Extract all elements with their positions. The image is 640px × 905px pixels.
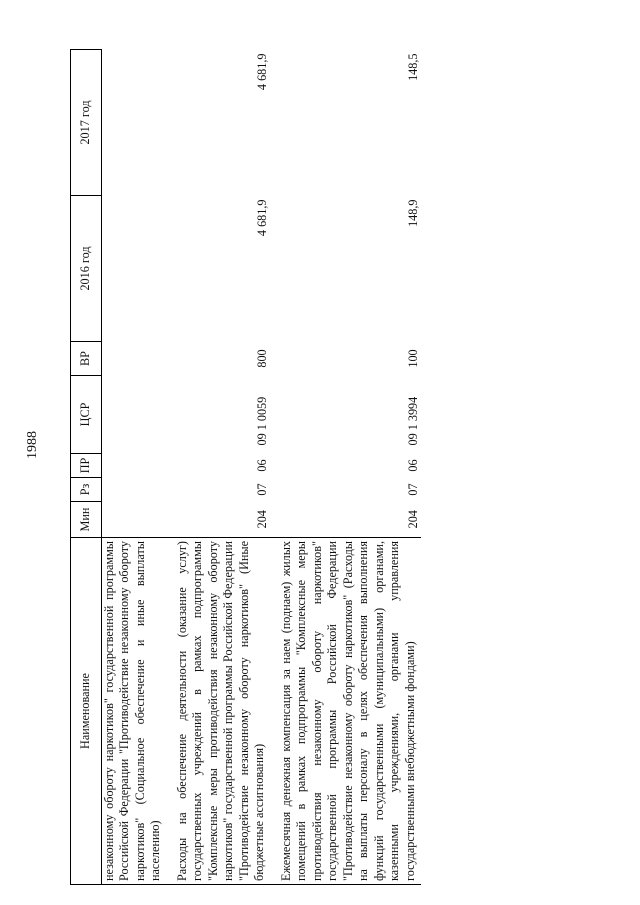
row-rz xyxy=(102,478,167,502)
header-pr: ПР xyxy=(71,454,102,478)
header-min: Мин xyxy=(71,502,102,538)
header-rz: Рз xyxy=(71,478,102,502)
table-row xyxy=(102,50,167,885)
row-rz: 07 xyxy=(405,483,420,496)
row-min xyxy=(102,502,167,538)
row-2017: 148,5 xyxy=(405,53,420,81)
row-2016: 4 681,9 xyxy=(255,199,270,237)
row-pr: 06 xyxy=(255,459,270,472)
row-csr: 09 1 3994 xyxy=(405,396,420,446)
row-2016: 148,9 xyxy=(405,199,420,227)
table-row xyxy=(167,50,271,885)
row-2016 xyxy=(102,196,167,342)
row-vr: 800 xyxy=(255,349,270,368)
header-vr: ВР xyxy=(71,342,102,376)
header-2017: 2017 год xyxy=(71,50,102,196)
row-name: незаконному обороту наркотиков" государственной программы Российской Федерации "Противодействие незаконному обороту наркотиков" (Социальное обеспечение и иные выплаты населению) xyxy=(102,538,167,885)
row-name: Расходы на обеспечение деятельности (оказание услуг) государственных учреждений в рамках подпрограммы "Комплексные меры противодействия незаконному обороту наркотиков" государственной программы Российской Федерации "Противодействие незаконному обороту наркотиков" (Иные бюджетные ассигнования) xyxy=(167,538,271,885)
row-csr: 09 1 0059 xyxy=(255,396,270,446)
row-2017 xyxy=(102,50,167,196)
row-min: 204 xyxy=(405,510,420,529)
table-header-row xyxy=(71,50,102,885)
row-vr: 100 xyxy=(405,349,420,368)
row-min: 204 xyxy=(255,510,270,529)
row-name: Ежемесячная денежная компенсация за наем (поднаем) жилых помещений в рамках подпрограммы "Комплексные меры противодействия незаконному обороту наркотиков" государственной программы Российской Федерации "Противодействие незаконному обороту наркотиков" (Расходы на выплаты персоналу в целях обеспечения выполнения функций государственными (муниципальными) органами, казенными учреждениями, органами управления государственными внебюджетными фондами) xyxy=(271,538,421,885)
row-vr xyxy=(102,342,167,376)
header-2016: 2016 год xyxy=(71,196,102,342)
budget-table xyxy=(70,49,421,885)
row-2017: 4 681,9 xyxy=(255,53,270,91)
page-number: 1988 xyxy=(25,431,40,459)
row-pr: 06 xyxy=(405,459,420,472)
row-csr xyxy=(102,376,167,454)
row-pr xyxy=(102,454,167,478)
header-csr: ЦСР xyxy=(71,376,102,454)
header-name: Наименование xyxy=(71,538,102,885)
budget-table-page xyxy=(70,50,608,885)
table-row xyxy=(271,50,421,885)
row-rz: 07 xyxy=(255,483,270,496)
